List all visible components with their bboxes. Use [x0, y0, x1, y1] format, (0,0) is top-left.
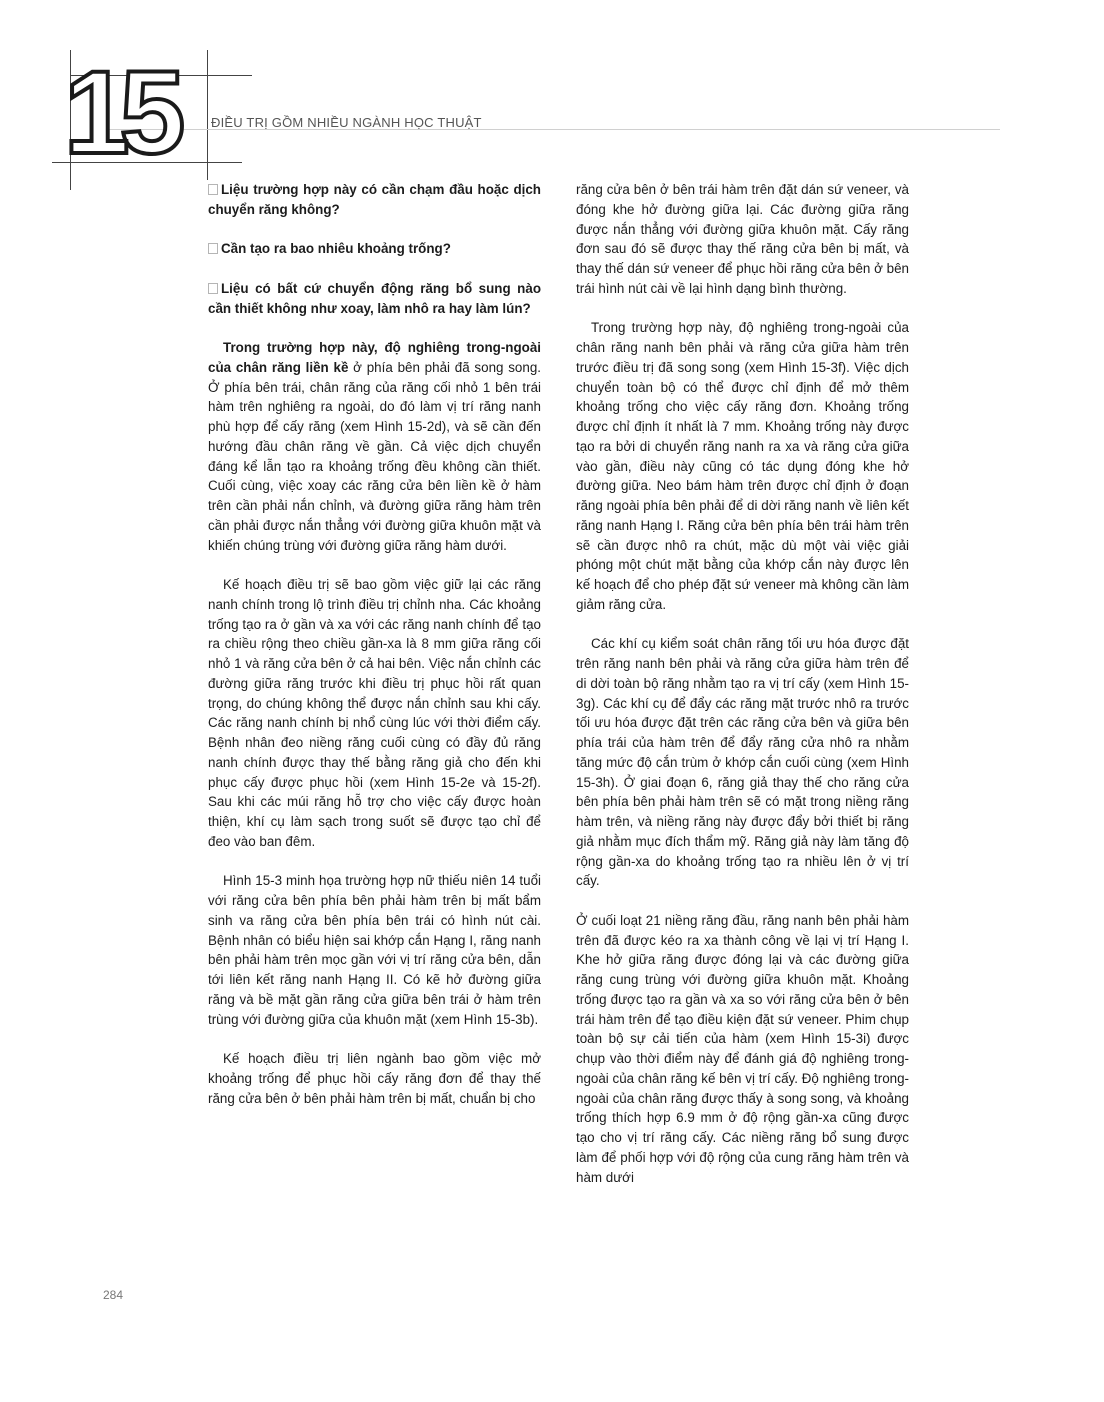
page-number: 284 — [103, 1288, 124, 1302]
crop-line-vertical-right — [207, 50, 208, 180]
paragraph-lead: Trong trường hợp này, độ nghiêng trong-ngoài của chân răng liền kề — [208, 340, 541, 375]
question-item: Liệu trường hợp này có cần chạm đầu hoặc dịch chuyển răng không? — [208, 182, 541, 217]
paragraph: Ở cuối loạt 21 niềng răng đầu, răng nanh bên phải hàm trên đã được kéo ra xa thành công về lại vị trí Hạng I. Khe hở giữa răng được đóng lại và các đường giữa răng cung trùng với đường giữa khuôn mặt. Khoảng trống được tạo ra gần và xa so với răng cửa bên ở bên trái hàm trên để tạo điều kiện đặt sứ veneer. Phim chụp toàn bộ sự cải tiến của hàm (xem Hình 15-3i) được chụp vào thời điểm này để đánh giá độ nghiêng trong-ngoài của chân răng kế bên vị trí cấy. Độ nghiêng trong-ngoài của chân răng được thấy à song song, và khoảng trống thích hợp 6.9 mm ở độ rộng gần-xa cũng được tạo cho vị trí răng cấy. Các niềng răng bổ sung được làm để phối hợp với độ rộng của cung răng hàm trên và hàm dưới — [576, 912, 909, 1185]
question-item: Cần tạo ra bao nhiêu khoảng trống? — [208, 239, 541, 259]
paragraph: Các khí cụ kiểm soát chân răng tối ưu hóa được đặt trên răng nanh bên phải và răng cửa giữa hàm trên để di dời toàn bộ răng nhằm tạo ra vị trí cấy (xem Hình 15-3g). Các khí cụ để đẩy các răng mặt trước nhô ra trước tối ưu hóa được đặt trên các răng cửa bên và giữa bên phía trái của hàm trên để đẩy răng cửa nhô ra nhằm tăng mức độ cắn trùm ở khớp cắn cuối cùng (xem Hình 15-3h). Ở giai đoạn 6, răng giả thay thế cho răng cửa bên phía bên phải hàm trên sẽ có mặt trong niềng răng hàm trên, và niềng răng này được đẩy bởi thiết bị răng giả nhằm mục đích thẩm mỹ. Răng giả này làm tăng độ rộng gần-xa do khoảng trống tạo ra nhiều lên ở vị trí cấy. — [576, 636, 909, 889]
paragraph: răng cửa bên ở bên trái hàm trên đặt dán sứ veneer, và đóng khe hở đường giữa lại. Các đường giữa răng được nắn thẳng với đường giữa khuôn mặt. Cấy răng đơn sau đó sẽ được thay thế răng cửa bên bị mất, và thay thế dán sứ veneer để phục hồi răng cửa bên ở bên trái hình nút cài về lại hình dạng bình thường. — [576, 182, 909, 296]
paragraph: Trong trường hợp này, độ nghiêng trong-ngoài của chân răng nanh bên phải và răng cửa giữa hàm trên trước điều trị đã song song (xem Hình 15-3f). Việc dịch chuyển toàn bộ có thể được chỉ định để mở thêm khoảng trống cho việc cấy răng đơn. Khoảng trống được chỉ định ít nhất là 7 mm. Khoảng trống này được tạo ra bởi di chuyển răng nanh ra xa và răng cửa giữa vào gần, điều này cũng có tác dụng đóng khe hở đường giữa. Neo bám hàm trên được chỉ định ở đoạn răng ngoài phía bên phải để di dời răng nanh về liên kết răng nanh Hạng I. Răng cửa bên phía bên trái hàm trên sẽ cần được nhô ra chút, mặc dù một vài việc giải phóng một chút mặt bằng của khớp cắn này được lên kế hoạch để cho phép đặt sứ veneer mà không cần làm giảm răng cửa. — [576, 320, 909, 612]
question-item: Liệu có bất cứ chuyển động răng bổ sung nào cần thiết không như xoay, làm nhô ra hay làm lún? — [208, 280, 541, 316]
chapter-number: 15 — [64, 47, 176, 179]
paragraph: Hình 15-3 minh họa trường hợp nữ thiếu niên 14 tuổi với răng cửa bên phía bên phải hàm trên bị mất bẩm sinh va răng cửa bên phía bên trái có hình nút cài. Bệnh nhân có biểu hiện sai khớp cắn Hạng I, răng nanh bên phải hàm trên mọc gần với vị trí răng cửa bên, dẫn tới liên kết răng nanh Hạng II. Có kẽ hở đường giữa răng và bề mặt gần răng cửa giữa bên trái ở hàm trên trùng với đường giữa của khuôn mặt (xem Hình 15-3b). — [208, 873, 541, 1027]
question-list — [208, 180, 541, 318]
right-column — [576, 180, 909, 1207]
paragraph: Kế hoạch điều trị liên ngành bao gồm việc mở khoảng trống để phục hồi cấy răng đơn để thay thế răng cửa bên ở bên phải hàm trên bị mất, chuẩn bị cho — [208, 1051, 541, 1106]
left-column — [208, 180, 541, 1128]
chapter-title: ĐIỀU TRỊ GỒM NHIỀU NGÀNH HỌC THUẬT — [211, 115, 482, 130]
checkbox-icon — [208, 184, 218, 195]
checkbox-icon — [208, 283, 218, 294]
checkbox-icon — [208, 243, 218, 254]
paragraph: Trong trường hợp này, độ nghiêng trong-ngoài của chân răng liền kề ở phía bên phải đã song song. Ở phía bên trái, chân răng của răng cối nhỏ 1 bên trái hàm trên nghiêng ra ngoài, do đó làm vị trí răng nanh phù hợp để cấy răng (xem Hình 15-2d), và sẽ cần đến hướng đầu chân răng về gần. Cả việc dịch chuyển đáng kể lẫn tạo ra khoảng trống đều không cần thiết. Cuối cùng, việc xoay các răng cửa bên liền kề ở hàm trên cần phải nắn chỉnh, và đường giữa răng hàm trên cần phải được nắn thẳng với đường giữa khuôn mặt và khiến chúng trùng với đường giữa răng hàm dưới. — [208, 340, 541, 553]
paragraph: Kế hoạch điều trị sẽ bao gồm việc giữ lại các răng nanh chính trong lộ trình điều trị chỉnh nha. Các khoảng trống tạo ra ở gần và xa với các răng nanh chính để tạo ra chiều rộng theo chiều gần-xa là 8 mm giữa răng cối nhỏ 1 và răng cửa bên ở cả hai bên. Việc nắn chỉnh các đường giữa răng trước khi điều trị phục hồi rất quan trọng, do chúng không thể được nắn chỉnh sau khi cấy. Các răng nanh chính bị nhổ cùng lúc với thời điểm cấy. Bệnh nhân đeo niềng răng cuối cùng có đầy đủ răng nanh chính được thay thế bằng răng giả cho đến khi phục cấy được phục hồi (xem Hình 15-2e và 15-2f). Sau khi các múi răng hỗ trợ cho việc cấy được hoàn thiện, khí cụ làm sạch trong suốt sẽ được tạo chỉ để đeo vào ban đêm. — [208, 577, 541, 849]
